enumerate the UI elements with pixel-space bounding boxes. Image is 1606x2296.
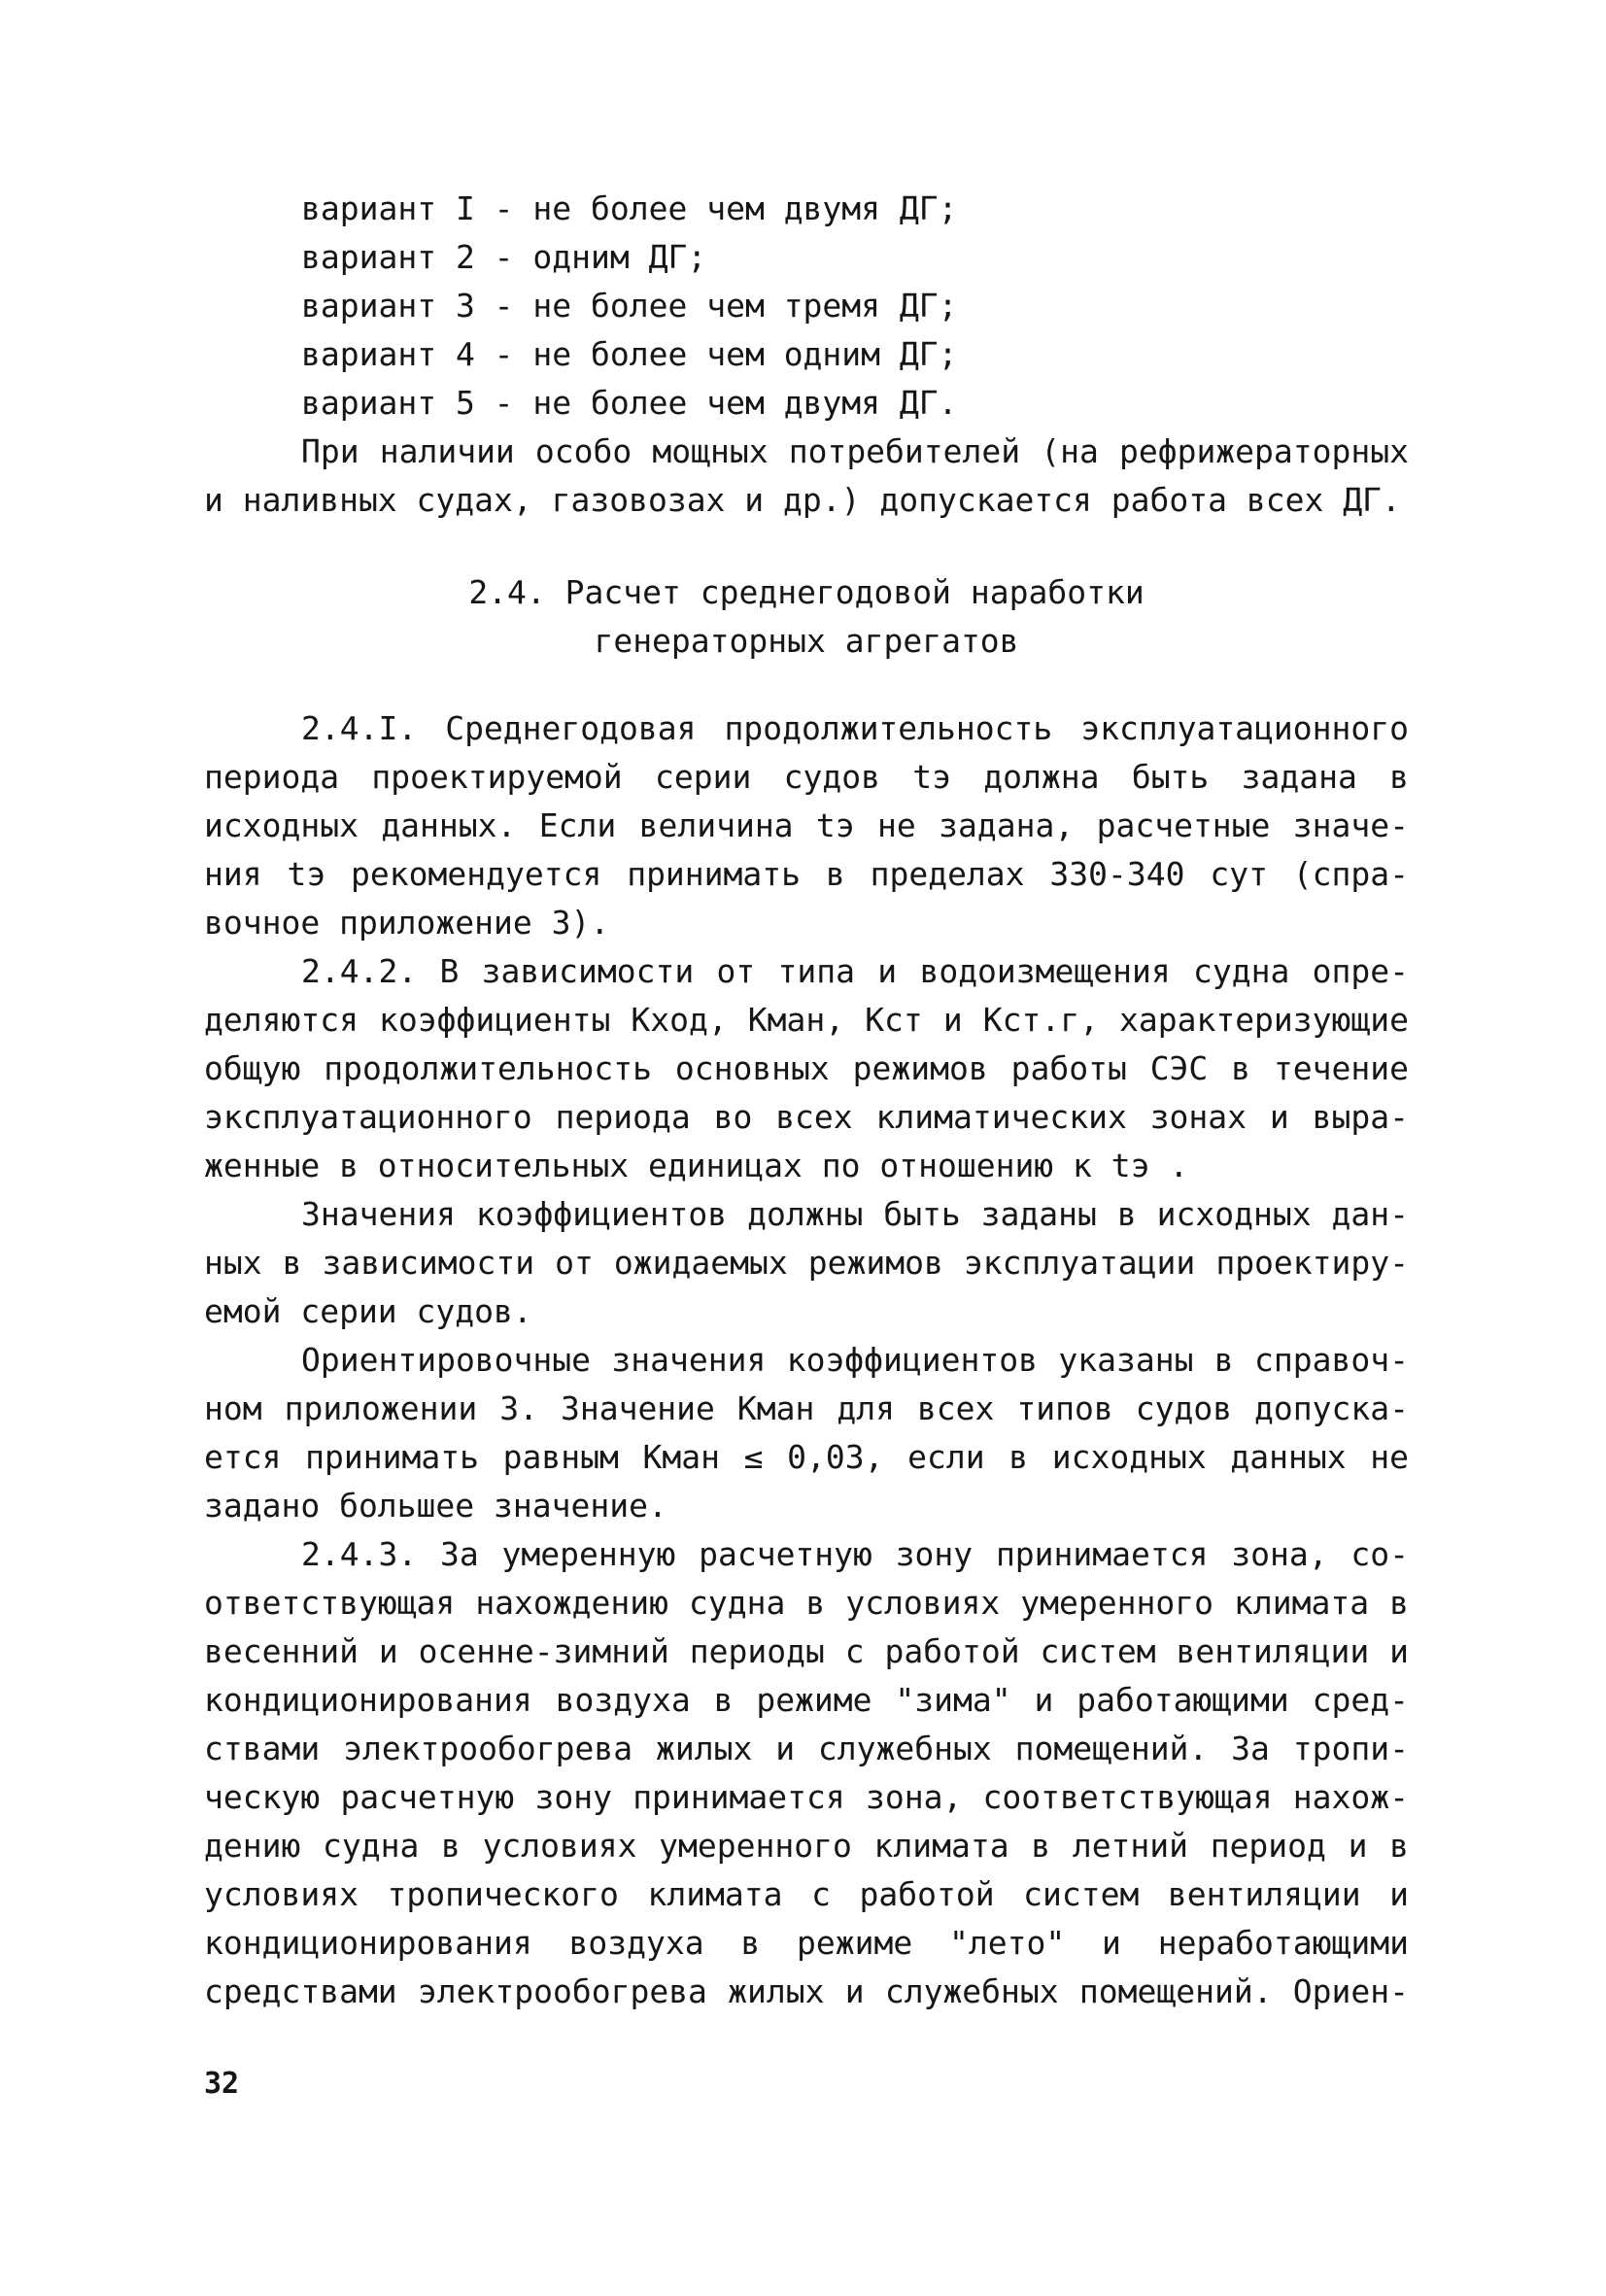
text-line: емой серии судов.: [204, 1292, 532, 1330]
text-line: весенний и осенне-зимний периоды с работой систем вентиляции и: [204, 1632, 1409, 1670]
text-line: средствами электрообогрева жилых и служебных помещений. Ориен-: [204, 1972, 1409, 2010]
text-line: и наливных судах, газовозах и др.) допускается работа всех ДГ.: [204, 481, 1401, 519]
text-line: ческую расчетную зону принимается зона, соответствующая нахож-: [204, 1778, 1409, 1816]
section-heading: [204, 568, 1409, 666]
text-line: женные в относительных единицах по отношению к tэ .: [204, 1147, 1189, 1184]
text-line: При наличии особо мощных потребителей (на рефрижераторных: [301, 432, 1409, 470]
text-line: Значения коэффициентов должны быть заданы в исходных дан-: [301, 1195, 1409, 1233]
paragraph-values: [204, 1190, 1409, 1336]
text-line: ответствующая нахождению судна в условиях умеренного климата в: [204, 1584, 1409, 1622]
text-line: эксплуатационного периода во всех климатических зонах и выра-: [204, 1098, 1409, 1136]
text-line: общую продолжительность основных режимов работы СЭС в течение: [204, 1049, 1409, 1087]
text-line: вочное приложение 3).: [204, 904, 610, 942]
text-line: 2.4.2. В зависимости от типа и водоизмещения судна опре-: [301, 952, 1409, 990]
text-line: 2.4.3. За умеренную расчетную зону принимается зона, со-: [301, 1535, 1409, 1573]
text-line: условиях тропического климата с работой систем вентиляции и: [204, 1875, 1409, 1913]
text-line: ется принимать равным Kман ≤ 0,03, если в исходных данных не: [204, 1438, 1409, 1476]
variant-line: вариант 2 - одним ДГ;: [301, 238, 707, 276]
paragraph-2-4-2: [204, 947, 1409, 1190]
text-line: Ориентировочные значения коэффициентов указаны в справоч-: [301, 1341, 1409, 1379]
text-line: кондиционирования воздуха в режиме "зима" и работающими сред-: [204, 1681, 1409, 1719]
page-number: 32: [204, 2067, 240, 2101]
text-line: дению судна в условиях умеренного климата в летний период и в: [204, 1827, 1409, 1865]
section-title-line2: генераторных агрегатов: [594, 622, 1019, 660]
text-line: кондиционирования воздуха в режиме "лето" и неработающими: [204, 1924, 1409, 1962]
intro-paragraph: [204, 428, 1409, 525]
text-line: ных в зависимости от ожидаемых режимов эксплуатации проектиру-: [204, 1244, 1409, 1282]
variant-line: вариант 5 - не более чем двумя ДГ.: [301, 384, 958, 422]
text-line: периода проектируемой серии судов tэ должна быть задана в: [204, 758, 1409, 796]
variants-list: [301, 185, 958, 428]
text-line: ном приложении 3. Значение Kман для всех типов судов допуска-: [204, 1389, 1409, 1427]
text-line: исходных данных. Если величина tэ не задана, расчетные значе-: [204, 806, 1409, 844]
text-line: деляются коэффициенты Kход, Kман, Kст и Kст.г, характеризующие: [204, 1001, 1409, 1039]
paragraph-2-4-1: [204, 704, 1409, 947]
text-line: задано большее значение.: [204, 1487, 667, 1525]
section-title-line1: 2.4. Расчет среднегодовой наработки: [468, 573, 1145, 611]
paragraph-2-4-3: [204, 1530, 1409, 2016]
variant-line: вариант I - не более чем двумя ДГ;: [301, 189, 958, 227]
text-line: 2.4.I. Среднегодовая продолжительность эксплуатационного: [301, 709, 1409, 747]
variant-line: вариант 4 - не более чем одним ДГ;: [301, 335, 958, 373]
variant-line: вариант 3 - не более чем тремя ДГ;: [301, 287, 958, 325]
paragraph-orientation: [204, 1336, 1409, 1530]
text-line: ствами электрообогрева жилых и служебных помещений. За тропи-: [204, 1730, 1409, 1767]
text-line: ния tэ рекомендуется принимать в пределах 330-340 сут (спра-: [204, 855, 1409, 893]
